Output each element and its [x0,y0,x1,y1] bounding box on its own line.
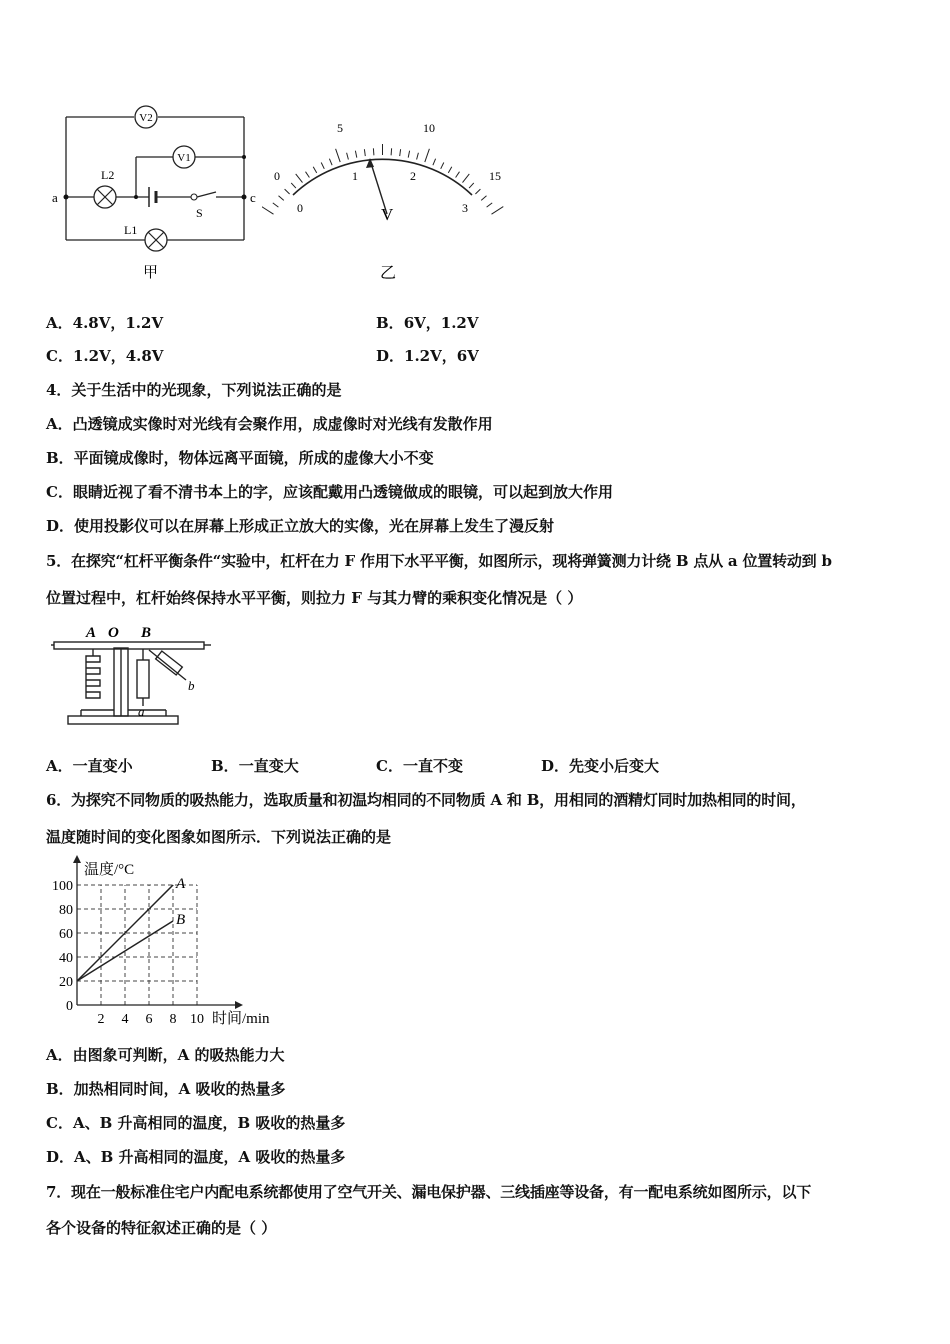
dial-tick [408,151,409,158]
q3-option-b[interactable]: B．6V，1.2V [376,314,479,332]
node-c [242,195,247,200]
lower-tick-0: 0 [297,201,303,215]
q7-stem-line2: 各个设备的特征叙述正确的是（ ） [46,1219,277,1237]
label-l2: L2 [101,168,115,182]
upper-tick-10: 10 [423,121,435,135]
x-tick-label: 10 [190,1012,204,1027]
q4-option-a[interactable]: A．凸透镜成实像时对光线有会聚作用，成虚像时对光线有发散作用 [46,415,493,433]
dial-tick [391,148,392,155]
q4-stem: 4．关于生活中的光现象，下列说法正确的是 [46,381,342,399]
x-tick-label: 4 [121,1012,129,1027]
q6-option-d[interactable]: D．A、B 升高相同的温度，A 吸收的热量多 [46,1148,346,1166]
label-v1: V1 [177,152,191,164]
x-tick-label: 2 [97,1012,105,1027]
label-v2: V2 [139,112,153,124]
y-tick-label: 0 [66,999,73,1014]
series-label-B: B [176,912,186,928]
chart-ylabel: 温度/°C [84,862,135,878]
dial-tick [291,183,296,188]
dial-tick [441,163,444,169]
q6-stem-line1: 6．为探究不同物质的吸热能力，选取质量和初温均相同的不同物质 A 和 B，用相同的酒精灯同时加热相同的时间， [46,791,806,809]
caption-jia: 甲 [143,265,159,281]
q5-stem-line1: 5．在探究“杠杆平衡条件“实验中，杠杆在力 F 作用下水平平衡，如图所示，现将弹簧测力计绕 B 点从 a 位置转动到 b [46,552,832,570]
q3-option-a[interactable]: A．4.8V，1.2V [46,314,164,332]
q5-option-b[interactable]: B．一直变大 [211,757,299,775]
x-tick-label: 6 [145,1012,153,1027]
label-l1: L1 [124,223,138,237]
dial-tick [456,172,460,178]
hanging-weights [86,656,100,698]
lamp-l1-icon [145,229,167,251]
dial-tick [313,167,317,173]
dial-tick [285,189,290,194]
label-c: c [250,190,256,205]
dial-tick [347,153,349,160]
upper-tick-15: 15 [489,169,501,183]
y-tick-label: 80 [59,903,73,918]
dial-tick [279,196,284,201]
label-a: a [52,190,58,205]
upper-tick-0: 0 [274,169,280,183]
label-s: S [196,206,203,220]
dial-tick [417,153,419,160]
caption-yi: 乙 [380,265,397,282]
dial-tick [487,203,493,207]
dial-tick [425,149,430,162]
q7-stem-line1: 7．现在一般标准住宅户内配电系统都使用了空气开关、漏电保护器、三线插座等设备，有一配电系统如图所示，以下 [46,1183,812,1201]
label-A: A [86,625,97,641]
dial-tick [400,149,401,156]
q5-stem-line2: 位置过程中，杠杆始终保持水平平衡，则拉力 F 与其力臂的乘积变化情况是（ ） [46,589,583,607]
dial-tick [481,196,486,201]
q6-option-c[interactable]: C．A、B 升高相同的温度，B 吸收的热量多 [46,1114,346,1132]
q5-option-d[interactable]: D．先变小后变大 [541,757,660,775]
lower-tick-3: 3 [462,201,468,215]
x-axis-arrow [235,1001,243,1009]
lever-bar [54,642,204,649]
dial-tick [273,203,279,207]
temperature-chart [40,855,290,1030]
switch-s-icon [191,194,197,200]
q4-option-b[interactable]: B．平面镜成像时，物体远离平面镜，所成的虚像大小不变 [46,449,434,467]
q6-stem-line2: 温度随时间的变化图象如图所示．下列说法正确的是 [46,828,392,846]
lever-base [68,716,178,724]
y-tick-label: 40 [59,951,73,966]
dial-tick [329,159,332,166]
q6-option-b[interactable]: B．加热相同时间，A 吸收的热量多 [46,1080,286,1098]
dial-tick [336,149,341,162]
dial-tick [355,151,356,158]
spring-scale-vertical [137,660,149,698]
voltmeter-v1-icon [173,146,195,168]
lower-tick-1: 1 [352,169,358,183]
dial-tick [262,207,274,215]
dial-tick [463,174,470,183]
dial-arc [293,159,472,195]
lever-figure [46,618,216,733]
label-B: B [141,625,152,641]
circuit-diagram-jia [46,105,276,285]
label-O: O [108,625,119,641]
y-tick-label: 100 [52,879,73,894]
series-label-A: A [176,876,186,892]
dial-tick [373,148,374,155]
y-axis-arrow [73,855,81,863]
dial-unit: V [381,205,394,224]
x-tick-label: 8 [169,1012,177,1027]
voltmeter-v2-icon [135,106,157,128]
upper-tick-5: 5 [337,121,343,135]
series-line-B [77,921,173,981]
dial-tick [433,159,436,166]
lower-tick-2: 2 [410,169,416,183]
dial-tick [321,163,324,169]
spring-scale-tilted [156,651,183,675]
y-tick-label: 60 [59,927,73,942]
y-tick-label: 20 [59,975,73,990]
dial-tick [448,167,452,173]
dial-tick [469,183,474,188]
q3-option-c[interactable]: C．1.2V，4.8V [46,347,164,365]
label-b-pos: b [188,678,195,693]
node-right [242,155,246,159]
q3-option-d[interactable]: D．1.2V，6V [376,347,479,365]
label-a-pos: a [138,704,145,719]
node-a [64,195,69,200]
q6-option-a[interactable]: A．由图象可判断，A 的吸热能力大 [46,1046,285,1064]
dial-tick [475,189,480,194]
q5-option-a[interactable]: A．一直变小 [46,757,133,775]
lamp-l2-icon [94,186,116,208]
chart-xlabel: 时间/min [212,1011,270,1027]
q4-option-c[interactable]: C．眼睛近视了看不清书本上的字，应该配戴用凸透镜做成的眼镜，可以起到放大作用 [46,483,613,501]
dial-tick [306,172,310,178]
dial-tick [492,207,504,215]
q4-option-d[interactable]: D．使用投影仪可以在屏幕上形成正立放大的实像，光在屏幕上发生了漫反射 [46,517,555,535]
node-mid [134,195,138,199]
dial-tick [296,174,303,183]
dial-tick [364,149,365,156]
q5-option-c[interactable]: C．一直不变 [376,757,463,775]
battery-icon [149,187,156,207]
voltmeter-dial-yi [262,110,522,285]
